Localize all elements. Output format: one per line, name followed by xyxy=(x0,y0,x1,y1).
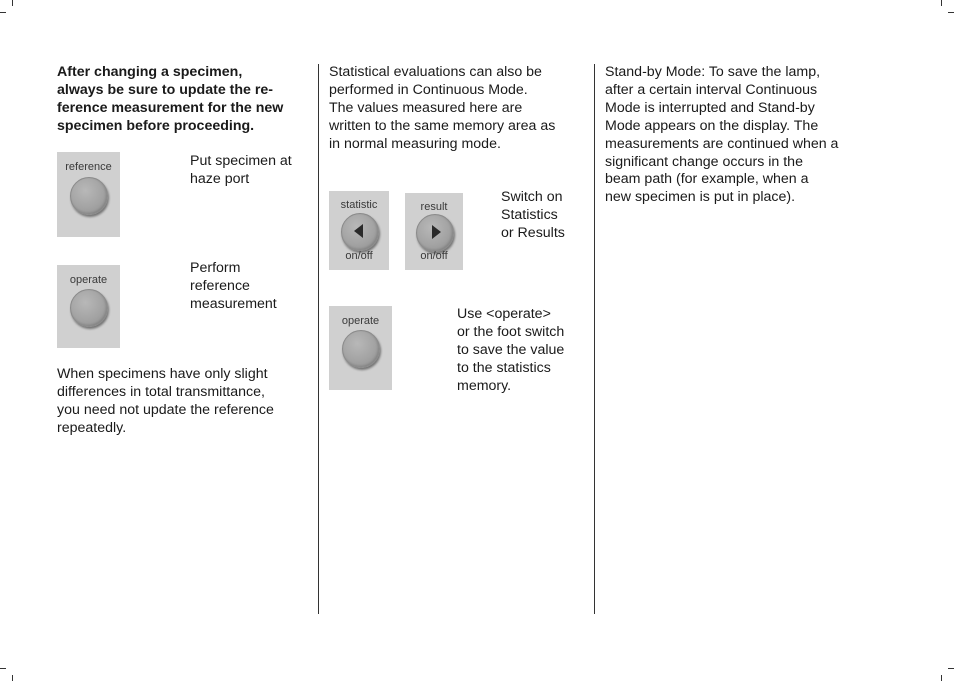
statistic-key-label: statistic xyxy=(340,199,378,211)
crop-mark xyxy=(941,0,942,6)
operate-key-statistics[interactable] xyxy=(329,306,392,390)
operate-key[interactable] xyxy=(57,265,120,348)
statistic-button-icon xyxy=(341,213,379,251)
reference-button-icon xyxy=(70,177,108,215)
operate-statistics-button-icon xyxy=(342,330,380,368)
specimen-change-note: After changing a specimen, always be sure to update the re- ference measurement for the new specimen before proceeding. xyxy=(57,64,284,134)
statistic-key-onoff: on/off xyxy=(345,250,373,262)
crop-mark xyxy=(948,668,954,669)
operate-button-icon xyxy=(70,289,108,327)
operate-key-statistics-label: operate xyxy=(341,315,380,327)
crop-mark xyxy=(0,12,6,13)
switch-statistics-results: Switch on Statistics or Results xyxy=(501,189,565,241)
triangle-right-icon xyxy=(432,225,441,239)
crop-mark xyxy=(948,12,954,13)
result-button-icon xyxy=(416,214,454,252)
crop-mark xyxy=(12,675,13,681)
reference-key[interactable] xyxy=(57,152,120,237)
statistics-intro: Statistical evaluations can also be performed in Continuous Mode. The values measured here are written to the same memory area as in normal measuring mode. xyxy=(329,64,556,152)
triangle-left-icon xyxy=(354,224,363,238)
column-divider xyxy=(318,64,319,614)
crop-mark xyxy=(941,675,942,681)
reference-footer-note: When specimens have only slight differences in total transmittance, you need not update the reference repeatedly. xyxy=(57,366,274,436)
column-divider xyxy=(594,64,595,614)
crop-mark xyxy=(12,0,13,6)
operate-save-instruction: Use <operate> or the foot switch to save the value to the statistics memory. xyxy=(457,306,565,394)
step-put-specimen: Put specimen at haze port xyxy=(190,153,292,187)
step-perform-reference: Perform reference measurement xyxy=(190,260,277,312)
result-key-onoff: on/off xyxy=(420,250,448,262)
reference-key-label: reference xyxy=(65,161,112,173)
crop-mark xyxy=(0,668,6,669)
result-key-label: result xyxy=(420,201,448,213)
statistic-key[interactable] xyxy=(329,191,389,270)
standby-mode-text: Stand-by Mode: To save the lamp, after a certain interval Continuous Mode is interrupted and Stand-by Mode appears on the display. The measurements are continued when a significant change occurs in the beam path (for example, when a new specimen is put in place). xyxy=(605,64,839,206)
operate-key-label: operate xyxy=(69,274,108,286)
result-key[interactable] xyxy=(405,193,463,270)
